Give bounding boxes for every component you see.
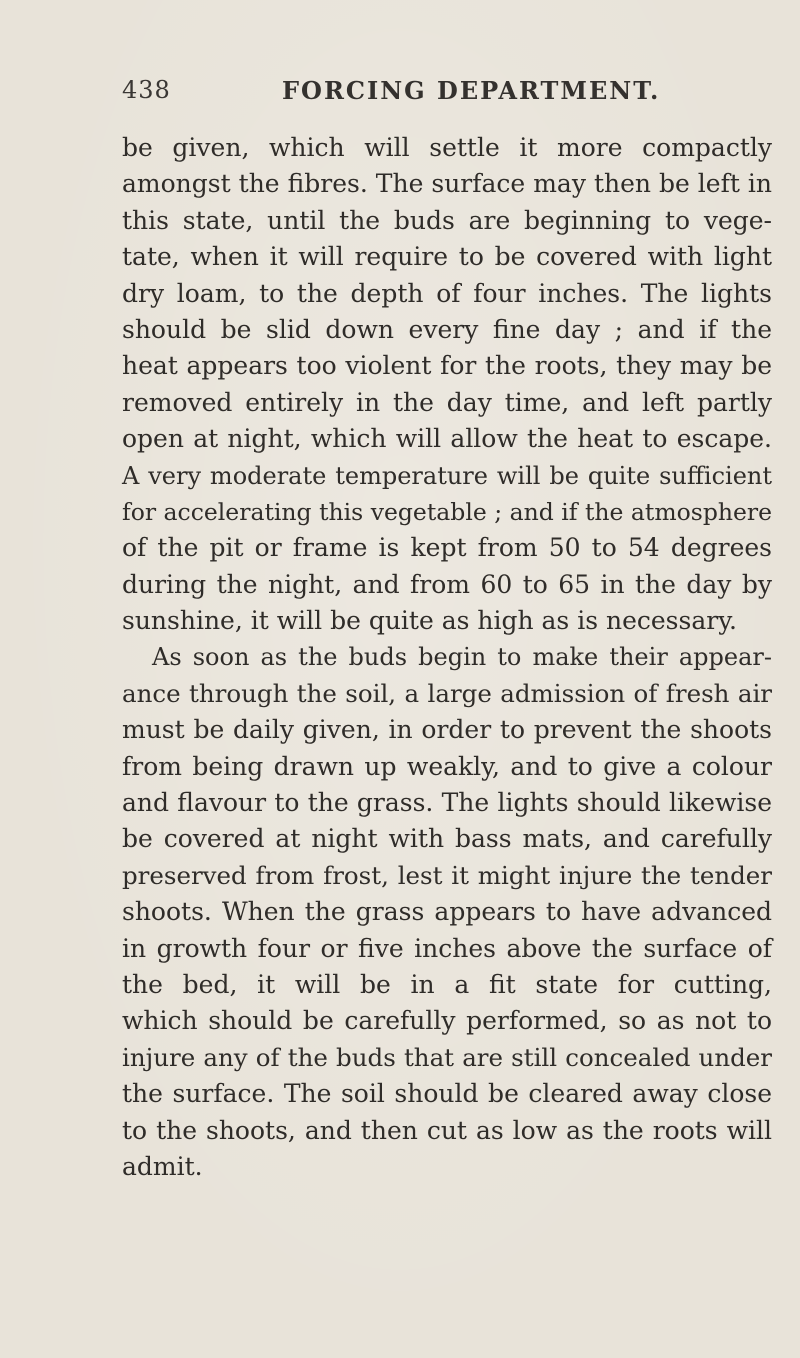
text-line: sunshine, it will be quite as high as is necessary. xyxy=(122,606,737,636)
text-line: from being drawn up weakly, and to give a colour xyxy=(122,751,772,781)
text-line: dry loam, to the depth of four inches. The lights xyxy=(122,278,772,308)
text-line: shoots. When the grass appears to have advanced xyxy=(122,897,772,927)
text-line: which should be carefully performed, so as not to xyxy=(122,1006,772,1036)
text-line: and flavour to the grass. The lights should likewise xyxy=(122,788,772,818)
text-line: in growth four or five inches above the surface of xyxy=(122,933,772,963)
page-number: 438 xyxy=(122,76,171,104)
text-line: be given, which will settle it more compactly xyxy=(122,133,772,162)
text-line: amongst the fibres. The surface may then be left in xyxy=(122,169,772,199)
text-line: open at night, which will allow the heat to escape. xyxy=(122,424,772,454)
text-line: the surface. The soil should be cleared away close xyxy=(122,1079,772,1109)
text-line: heat appears too violent for the roots, they may be xyxy=(122,351,772,381)
text-line: removed entirely in the day time, and left partly xyxy=(122,387,772,417)
text-line: of the pit or frame is kept from 50 to 54 degrees xyxy=(122,533,772,563)
text-line: admit. xyxy=(122,1151,203,1181)
text-line: during the night, and from 60 to 65 in the day by xyxy=(122,569,772,599)
text-line: preserved from frost, lest it might injure the tender xyxy=(122,860,772,890)
body-text xyxy=(122,130,772,1185)
text-line: should be slid down every fine day ; and if the xyxy=(122,314,772,344)
text-line: tate, when it will require to be covered with light xyxy=(122,242,772,272)
text-line: As soon as the buds begin to make their appear- xyxy=(152,643,772,672)
running-title: FORCING DEPARTMENT. xyxy=(282,76,661,105)
text-line: this state, until the buds are beginning to vege- xyxy=(122,205,772,235)
text-line: must be daily given, in order to prevent the shoots xyxy=(122,715,772,745)
text-line: ance through the soil, a large admission of fresh air xyxy=(122,678,772,708)
text-line: for accelerating this vegetable ; and if the atmosphere xyxy=(122,497,773,526)
text-line: to the shoots, and then cut as low as the roots will xyxy=(122,1115,772,1145)
text-line: be covered at night with bass mats, and carefully xyxy=(122,824,772,854)
text-line: injure any of the buds that are still concealed under xyxy=(122,1042,772,1072)
text-line: A very moderate temperature will be quite sufficient xyxy=(122,461,772,490)
text-line: the bed, it will be in a fit state for cutting, xyxy=(122,969,772,999)
running-head xyxy=(122,72,772,112)
